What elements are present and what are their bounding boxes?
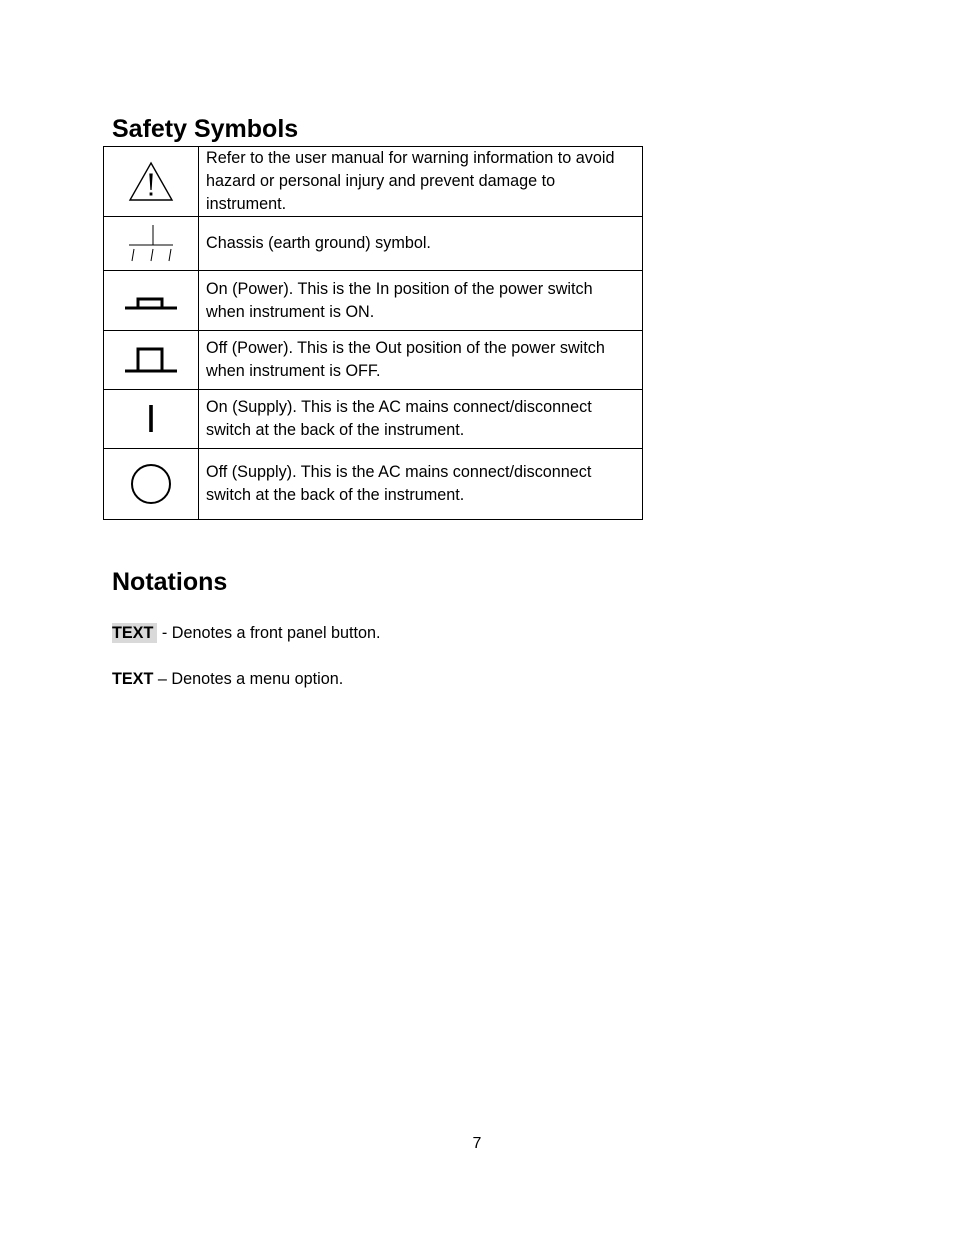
power-switch-out-icon [123, 346, 179, 374]
symbol-description: On (Power). This is the In position of the power switch when instrument is ON. [199, 271, 643, 331]
supply-off-icon [129, 462, 173, 506]
table-row [104, 390, 643, 449]
symbol-description: Off (Supply). This is the AC mains connect/disconnect switch at the back of the instrument. [199, 449, 643, 520]
symbol-description: Refer to the user manual for warning information to avoid hazard or personal injury and prevent damage to instrument. [199, 147, 643, 217]
notation-text: - Denotes a front panel button. [157, 624, 381, 642]
notation-menu-option [112, 668, 343, 690]
table-row [104, 217, 643, 271]
menu-option-keyword: TEXT [112, 670, 154, 688]
supply-on-icon [146, 404, 156, 434]
safety-symbols-table [103, 146, 643, 520]
table-row [104, 449, 643, 520]
page-number: 7 [472, 1135, 482, 1152]
table-row [104, 147, 643, 217]
notation-front-panel-button [112, 622, 381, 644]
symbol-cell [104, 331, 199, 390]
notation-text: – Denotes a menu option. [153, 670, 344, 688]
notations-heading: Notations [112, 568, 228, 596]
symbol-cell [104, 217, 199, 271]
table-row [104, 271, 643, 331]
symbol-description: On (Supply). This is the AC mains connect/disconnect switch at the back of the instrument. [199, 390, 643, 449]
warning-triangle-icon [128, 161, 174, 203]
symbol-description: Off (Power). This is the Out position of the power switch when instrument is OFF. [199, 331, 643, 390]
safety-symbols-heading: Safety Symbols [112, 115, 299, 143]
table-row [104, 331, 643, 390]
symbol-cell [104, 271, 199, 331]
power-switch-in-icon [123, 291, 179, 311]
symbol-cell [104, 147, 199, 217]
front-panel-button-keyword: TEXT [112, 623, 157, 643]
chassis-ground-icon [126, 224, 176, 264]
symbol-cell [104, 390, 199, 449]
symbol-description: Chassis (earth ground) symbol. [199, 217, 643, 271]
symbol-cell [104, 449, 199, 520]
